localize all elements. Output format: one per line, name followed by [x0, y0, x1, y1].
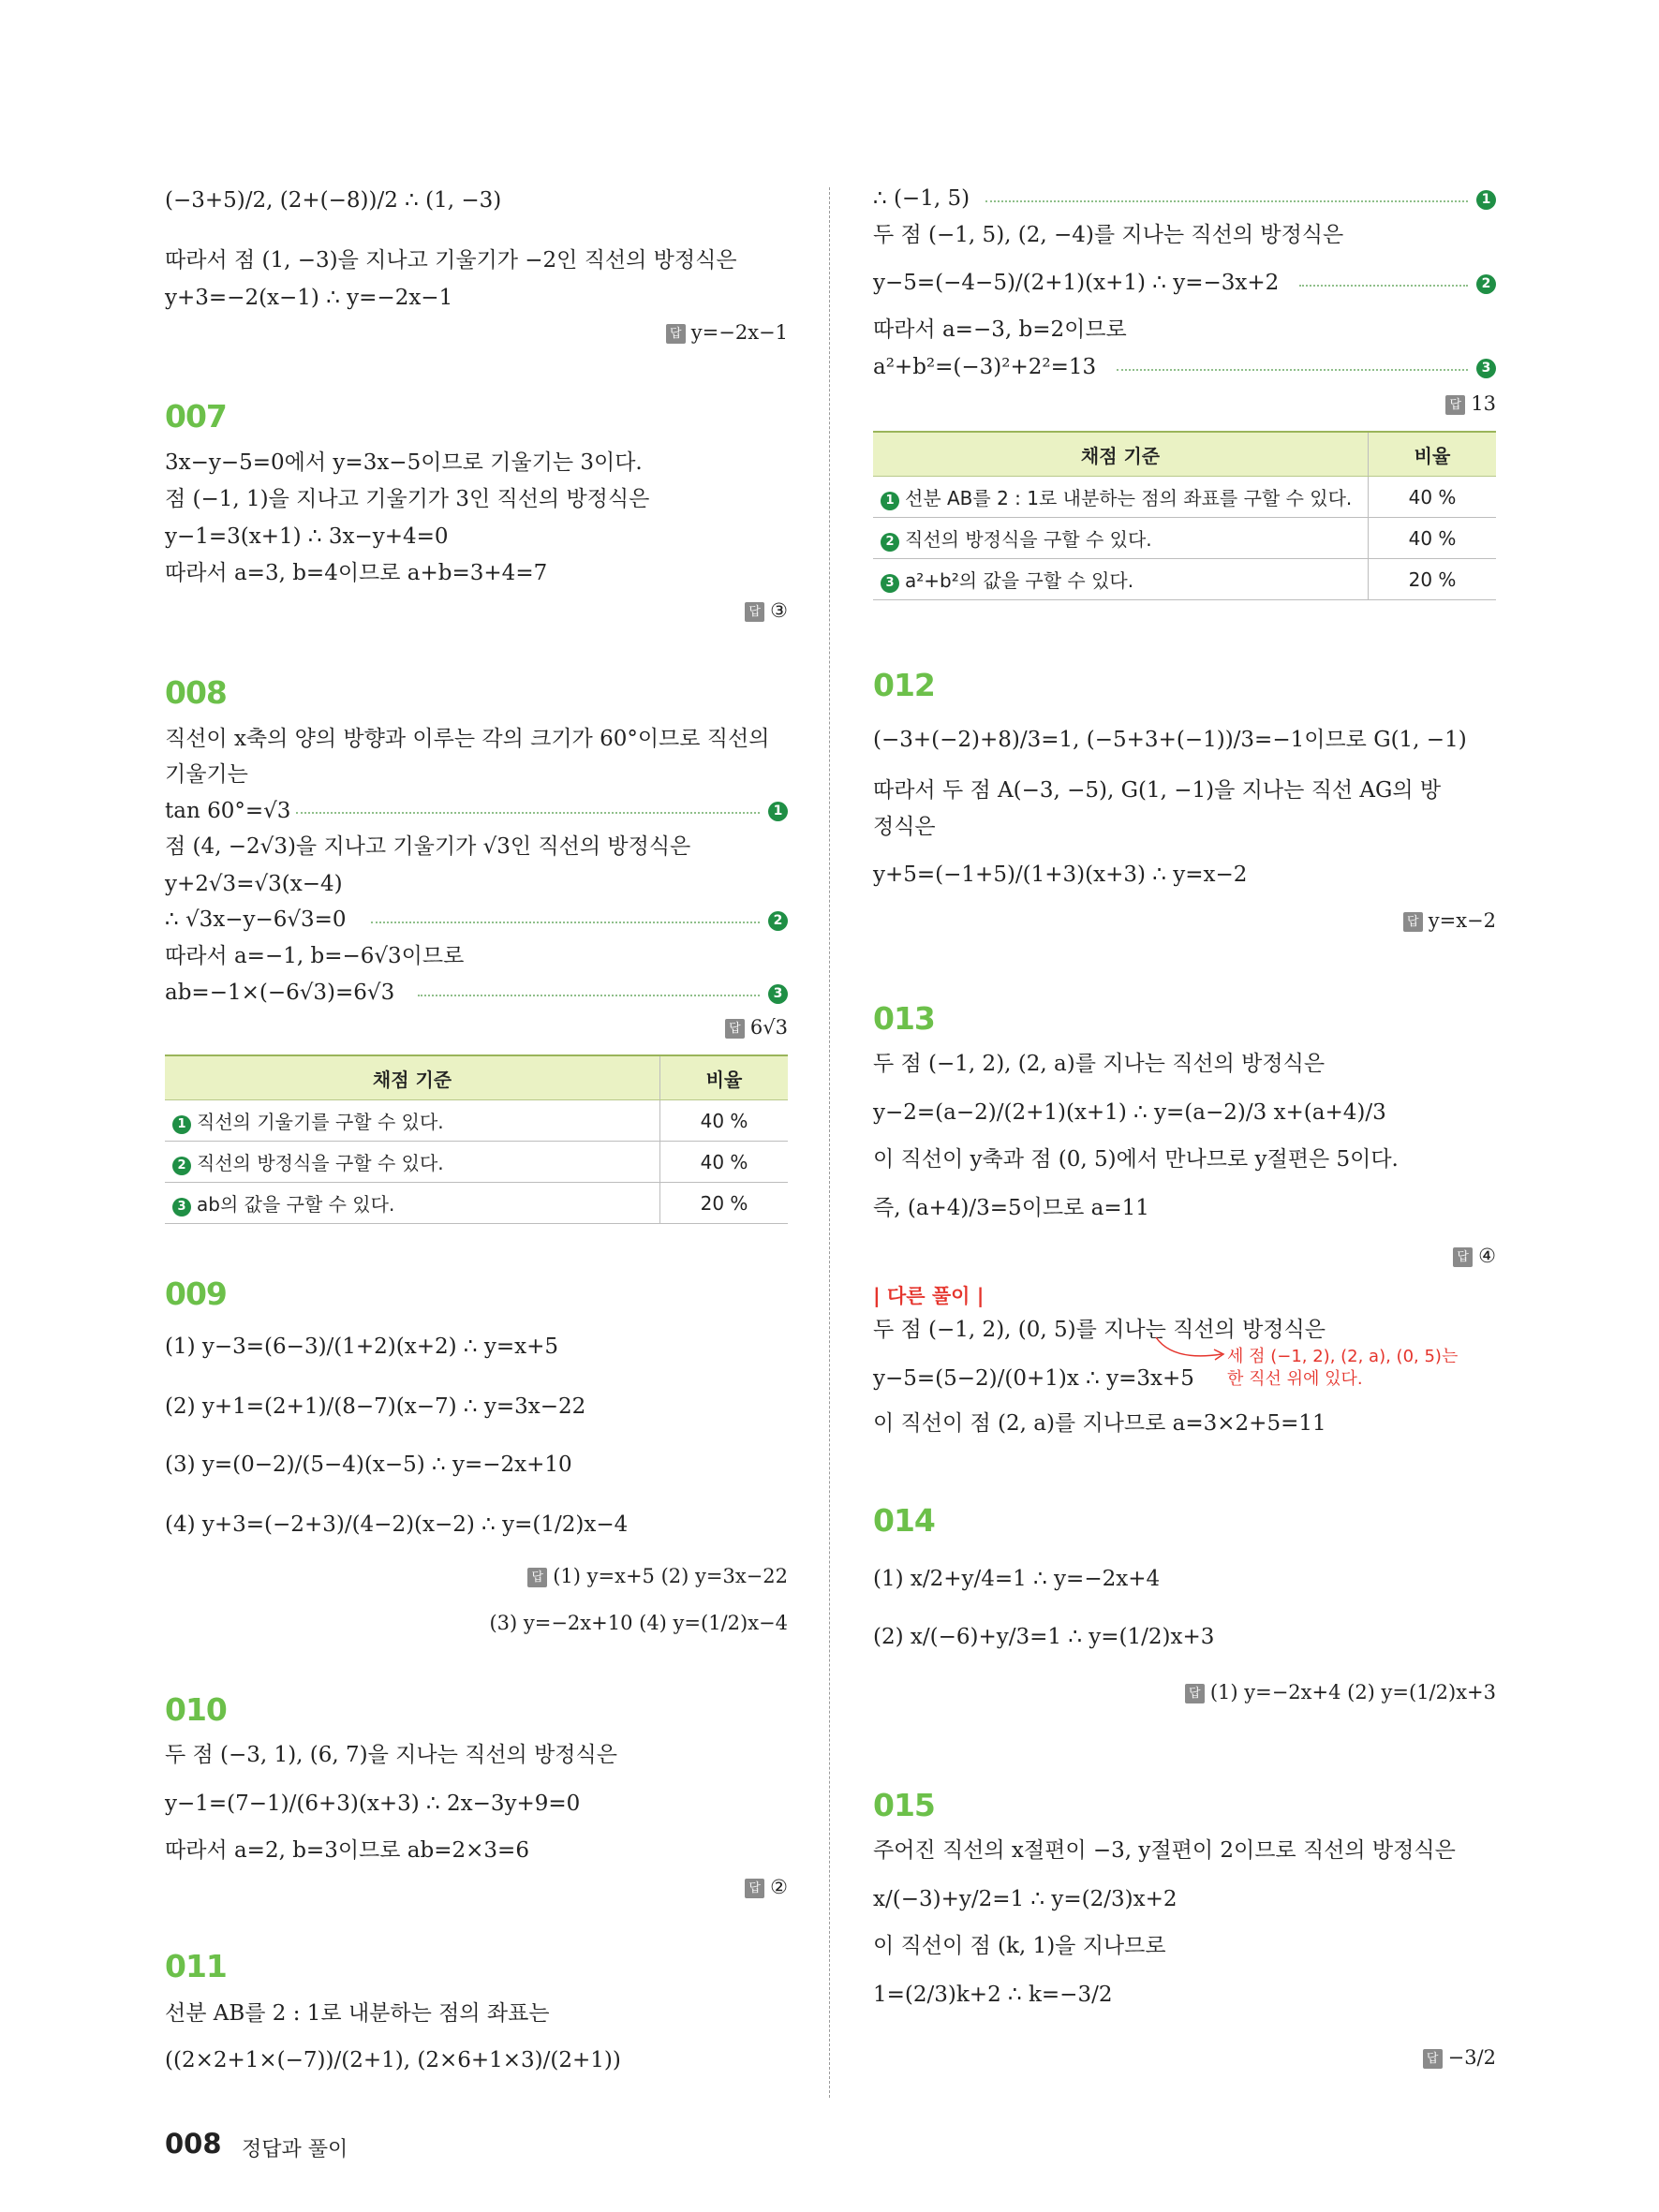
table-header: 채점 기준: [165, 1055, 660, 1100]
text-line: 직선이 x축의 양의 방향과 이루는 각의 크기가 60°이므로 직선의: [165, 727, 770, 751]
text-line: 두 점 (−1, 2), (0, 5)를 지나는 직선의 방정식은: [873, 1318, 1326, 1342]
answer-value: 13: [1471, 392, 1496, 415]
text-line: y−5=(−4−5)/(2+1)(x+1) ∴ y=−3x+2: [873, 271, 1280, 295]
answer-value: 6√3: [749, 1016, 788, 1039]
text-line: y−5=(5−2)/(0+1)x ∴ y=3x+5: [873, 1366, 1194, 1391]
step-marker-2: 2: [768, 911, 788, 931]
ratio-cell: 40 %: [1369, 518, 1497, 559]
text-line: (4) y+3=(−2+3)/(4−2)(x−2) ∴ y=(1/2)x−4: [165, 1512, 629, 1537]
answer-value: ④: [1478, 1245, 1496, 1267]
answer: [1445, 390, 1496, 418]
text-line: (1) y−3=(6−3)/(1+2)(x+2) ∴ y=x+5: [165, 1335, 558, 1359]
dotted-leader: [371, 922, 760, 923]
text-line: x/(−3)+y/2=1 ∴ y=(2/3)x+2: [873, 1887, 1178, 1911]
text-line: 이 직선이 점 (k, 1)을 지나므로: [873, 1934, 1166, 1958]
dotted-leader: [985, 200, 1468, 202]
answer-icon: 답: [1445, 395, 1465, 415]
annotation-arrow: [1154, 1334, 1229, 1367]
answer-value: −3/2: [1447, 2046, 1496, 2069]
table-row: [873, 518, 1496, 559]
answer: (3) y=−2x+10 (4) y=(1/2)x−4: [489, 1612, 788, 1634]
text-line: 따라서 점 (1, −3)을 지나고 기울기가 −2인 직선의 방정식은: [165, 248, 737, 273]
text-line: 점 (4, −2√3)을 지나고 기울기가 √3인 직선의 방정식은: [165, 834, 691, 859]
text-line: ab=−1×(−6√3)=6√3: [165, 981, 395, 1005]
text-line: 주어진 직선의 x절편이 −3, y절편이 2이므로 직선의 방정식은: [873, 1838, 1456, 1863]
table-row: [165, 1100, 788, 1142]
answer: [666, 318, 788, 347]
text-line: a²+b²=(−3)²+2²=13: [873, 355, 1097, 379]
step-marker-icon: 3: [881, 574, 899, 593]
text-line: ((2×2+1×(−7))/(2+1), (2×6+1×3)/(2+1)): [165, 2048, 621, 2072]
section-number: 015: [873, 1787, 935, 1823]
section-number: 008: [165, 674, 227, 711]
dotted-leader: [1117, 369, 1468, 371]
answer-value: ③: [770, 599, 788, 622]
text-line: y+3=−2(x−1) ∴ y=−2x−1: [165, 286, 453, 310]
text-line: (−3+(−2)+8)/3=1, (−5+3+(−1))/3=−1이므로 G(1, −1): [873, 728, 1467, 752]
grading-table: [165, 1054, 788, 1224]
criterion-text: 직선의 방정식을 구할 수 있다.: [197, 1152, 444, 1174]
annotation-note: 세 점 (−1, 2), (2, a), (0, 5)는: [1227, 1347, 1459, 1366]
step-marker-icon: 3: [172, 1198, 191, 1217]
text-line: 이 직선이 점 (2, a)를 지나므로 a=3×2+5=11: [873, 1411, 1326, 1436]
text-line: 선분 AB를 2 : 1로 내분하는 점의 좌표는: [165, 2001, 550, 2026]
text-line: (2) x/(−6)+y/3=1 ∴ y=(1/2)x+3: [873, 1625, 1215, 1649]
answer-value: (1) y=−2x+4 (2) y=(1/2)x+3: [1209, 1681, 1496, 1703]
annotation-note: 한 직선 위에 있다.: [1227, 1369, 1363, 1389]
section-number: 009: [165, 1276, 227, 1312]
answer-icon: 답: [527, 1568, 547, 1587]
table-row: [873, 559, 1496, 600]
step-marker-icon: 2: [172, 1157, 191, 1175]
answer-icon: 답: [1185, 1684, 1205, 1703]
text-line: 두 점 (−1, 2), (2, a)를 지나는 직선의 방정식은: [873, 1052, 1326, 1076]
answer-icon: 답: [1453, 1247, 1473, 1267]
dotted-leader: [418, 995, 760, 996]
right-column: [873, 0, 1496, 2212]
text-line: 점 (−1, 1)을 지나고 기울기가 3인 직선의 방정식은: [165, 487, 650, 511]
answer-value: (1) y=x+5 (2) y=3x−22: [553, 1565, 788, 1587]
answer-value: y=−2x−1: [690, 321, 788, 344]
answer: [745, 597, 788, 625]
ratio-cell: 40 %: [660, 1100, 789, 1142]
step-marker-1: 1: [1476, 190, 1496, 210]
criterion-text: a²+b²의 값을 구할 수 있다.: [905, 569, 1134, 592]
column-divider: [829, 187, 830, 2098]
text-line: (1) x/2+y/4=1 ∴ y=−2x+4: [873, 1567, 1161, 1591]
dotted-leader: [296, 812, 760, 814]
ratio-cell: 20 %: [1369, 559, 1497, 600]
text-line: 두 점 (−3, 1), (6, 7)을 지나는 직선의 방정식은: [165, 1743, 617, 1767]
table-row: [165, 1142, 788, 1183]
ratio-cell: 40 %: [660, 1142, 789, 1183]
section-number: 010: [165, 1691, 227, 1728]
ratio-cell: 40 %: [1369, 477, 1497, 518]
text-line: y+2√3=√3(x−4): [165, 872, 343, 896]
step-marker-icon: 2: [881, 533, 899, 552]
dotted-leader: [1299, 285, 1468, 287]
answer-value: ②: [770, 1876, 788, 1898]
text-line: y−1=(7−1)/(6+3)(x+3) ∴ 2x−3y+9=0: [165, 1792, 581, 1816]
ratio-cell: 20 %: [660, 1183, 789, 1224]
step-marker-3: 3: [768, 984, 788, 1004]
text-line: (2) y+1=(2+1)/(8−7)(x−7) ∴ y=3x−22: [165, 1394, 586, 1419]
table-row: [873, 477, 1496, 518]
section-number: 013: [873, 1000, 935, 1037]
table-header: 비율: [1369, 432, 1497, 477]
criterion-text: ab의 값을 구할 수 있다.: [197, 1193, 395, 1216]
text-line: 따라서 a=−1, b=−6√3이므로: [165, 944, 465, 968]
text-line: 두 점 (−1, 5), (2, −4)를 지나는 직선의 방정식은: [873, 223, 1344, 247]
answer-icon: 답: [745, 602, 764, 622]
text-line: 따라서 a=−3, b=2이므로: [873, 317, 1127, 342]
answer: [1423, 2043, 1496, 2072]
text-line: tan 60°=√3: [165, 799, 291, 823]
answer: [1453, 1242, 1496, 1270]
section-number: 007: [165, 398, 227, 435]
section-number: 011: [165, 1948, 227, 1984]
answer: [725, 1013, 788, 1041]
text-line: y−1=3(x+1) ∴ 3x−y+4=0: [165, 524, 449, 549]
text-line: y−2=(a−2)/(2+1)(x+1) ∴ y=(a−2)/3 x+(a+4)/3: [873, 1100, 1386, 1125]
text-line: 즉, (a+4)/3=5이므로 a=11: [873, 1196, 1149, 1220]
text-line: 3x−y−5=0에서 y=3x−5이므로 기울기는 3이다.: [165, 450, 643, 475]
table-row: [165, 1183, 788, 1224]
text-line: ∴ √3x−y−6√3=0: [165, 907, 347, 932]
answer: [1403, 907, 1496, 935]
criterion-text: 직선의 기울기를 구할 수 있다.: [197, 1111, 444, 1133]
text-line: 따라서 두 점 A(−3, −5), G(1, −1)을 지나는 직선 AG의 방: [873, 778, 1442, 803]
section-number: 014: [873, 1502, 935, 1539]
answer-icon: 답: [725, 1019, 745, 1039]
step-marker-icon: 1: [172, 1115, 191, 1134]
text-line: 따라서 a=2, b=3이므로 ab=2×3=6: [165, 1838, 529, 1863]
alternate-solution-title: | 다른 풀이 |: [873, 1285, 985, 1307]
text-line: ∴ (−1, 5): [873, 186, 970, 211]
answer: [527, 1562, 788, 1590]
text-line: 정식은: [873, 815, 936, 839]
criterion-text: 직선의 방정식을 구할 수 있다.: [905, 528, 1152, 551]
page-number: 008: [165, 2128, 222, 2160]
answer-icon: 답: [666, 324, 686, 344]
answer: [745, 1873, 788, 1901]
table-header: 비율: [660, 1055, 789, 1100]
step-marker-icon: 1: [881, 492, 899, 510]
section-number: 012: [873, 667, 935, 703]
step-marker-2: 2: [1476, 274, 1496, 294]
text-line: 기울기는: [165, 762, 248, 787]
page-footer-title: 정답과 풀이: [242, 2138, 348, 2161]
step-marker-1: 1: [768, 802, 788, 821]
answer: [1185, 1678, 1496, 1706]
grading-table: [873, 431, 1496, 600]
text-line: 1=(2/3)k+2 ∴ k=−3/2: [873, 1983, 1113, 2007]
text-line: 이 직선이 y축과 점 (0, 5)에서 만나므로 y절편은 5이다.: [873, 1147, 1399, 1172]
answer-icon: 답: [745, 1879, 764, 1898]
criterion-text: 선분 AB를 2 : 1로 내분하는 점의 좌표를 구할 수 있다.: [905, 487, 1353, 509]
answer-icon: 답: [1423, 2049, 1443, 2069]
step-marker-3: 3: [1476, 359, 1496, 378]
left-column: [165, 0, 788, 2212]
answer-icon: 답: [1403, 912, 1423, 932]
text-line: y+5=(−1+5)/(1+3)(x+3) ∴ y=x−2: [873, 863, 1248, 887]
text-line: (3) y=(0−2)/(5−4)(x−5) ∴ y=−2x+10: [165, 1453, 572, 1477]
table-header: 채점 기준: [873, 432, 1369, 477]
text-line: 따라서 a=3, b=4이므로 a+b=3+4=7: [165, 561, 548, 585]
answer-value: y=x−2: [1428, 909, 1496, 932]
text-line: (−3+5)/2, (2+(−8))/2 ∴ (1, −3): [165, 188, 502, 213]
